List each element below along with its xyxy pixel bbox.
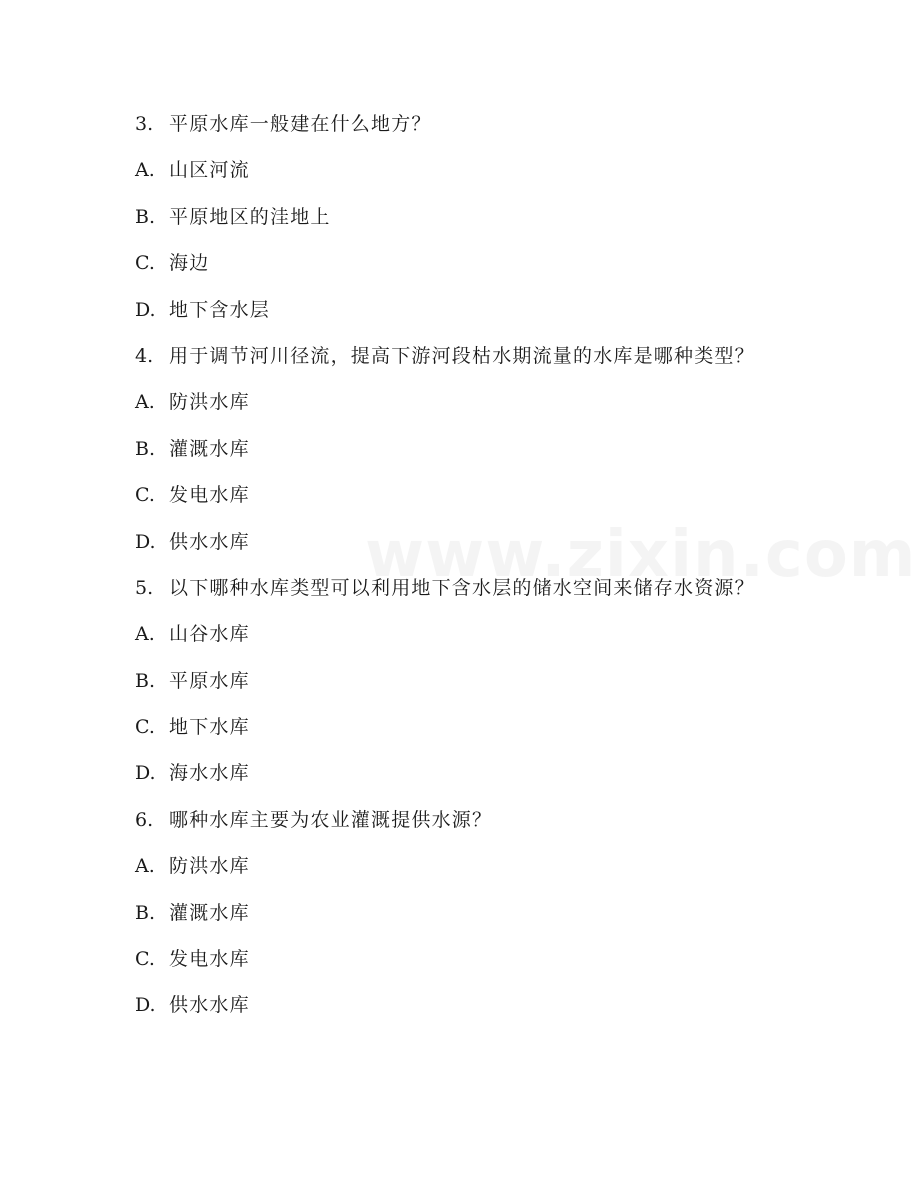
option-a <box>135 618 835 664</box>
question-number: 4. <box>135 344 154 367</box>
option-label: C. <box>135 716 155 739</box>
option-text: 发电水库 <box>169 484 250 507</box>
option-text: 地下含水层 <box>169 298 271 321</box>
question-list <box>135 108 835 1036</box>
option-label: C. <box>135 252 155 275</box>
option-text: 灌溉水库 <box>169 901 250 924</box>
option-text: 供水水库 <box>169 530 250 553</box>
option-label: A. <box>135 159 155 182</box>
option-c <box>135 711 835 757</box>
option-text: 防洪水库 <box>169 391 250 414</box>
option-text: 山区河流 <box>169 159 250 182</box>
option-b <box>135 897 835 943</box>
question-5 <box>135 572 835 618</box>
option-d <box>135 294 835 340</box>
option-text: 山谷水库 <box>169 623 250 646</box>
option-d <box>135 989 835 1035</box>
option-label: A. <box>135 623 155 646</box>
question-text: 用于调节河川径流，提高下游河段枯水期流量的水库是哪种类型？ <box>169 344 755 367</box>
question-number: 5. <box>135 576 154 599</box>
option-label: B. <box>135 901 156 924</box>
option-c <box>135 479 835 525</box>
option-a <box>135 850 835 896</box>
option-label: C. <box>135 948 155 971</box>
option-label: C. <box>135 484 155 507</box>
option-label: D. <box>135 298 156 321</box>
question-text: 平原水库一般建在什么地方？ <box>169 113 432 135</box>
question-number: 3. <box>135 113 154 135</box>
question-3 <box>135 108 835 154</box>
question-6 <box>135 804 835 850</box>
option-text: 灌溉水库 <box>169 437 250 460</box>
option-label: D. <box>135 530 156 553</box>
question-4 <box>135 340 835 386</box>
option-d <box>135 526 835 572</box>
option-label: B. <box>135 669 156 692</box>
option-b <box>135 201 835 247</box>
option-label: B. <box>135 205 156 228</box>
option-b <box>135 665 835 711</box>
option-label: A. <box>135 391 155 414</box>
option-label: D. <box>135 994 156 1017</box>
option-label: A. <box>135 855 155 878</box>
option-label: D. <box>135 762 156 785</box>
option-c <box>135 943 835 989</box>
question-text: 以下哪种水库类型可以利用地下含水层的储水空间来储存水资源？ <box>169 576 755 599</box>
option-label: B. <box>135 437 156 460</box>
option-text: 平原水库 <box>169 669 250 692</box>
option-text: 海水水库 <box>169 762 250 785</box>
option-b <box>135 433 835 479</box>
option-a <box>135 386 835 432</box>
option-c <box>135 247 835 293</box>
question-text: 哪种水库主要为农业灌溉提供水源？ <box>169 808 493 831</box>
option-text: 供水水库 <box>169 994 250 1017</box>
option-text: 地下水库 <box>169 716 250 739</box>
option-a <box>135 154 835 200</box>
question-number: 6. <box>135 808 154 831</box>
option-text: 海边 <box>169 252 210 275</box>
option-text: 平原地区的洼地上 <box>169 205 331 228</box>
option-d <box>135 757 835 803</box>
option-text: 防洪水库 <box>169 855 250 878</box>
option-text: 发电水库 <box>169 948 250 971</box>
